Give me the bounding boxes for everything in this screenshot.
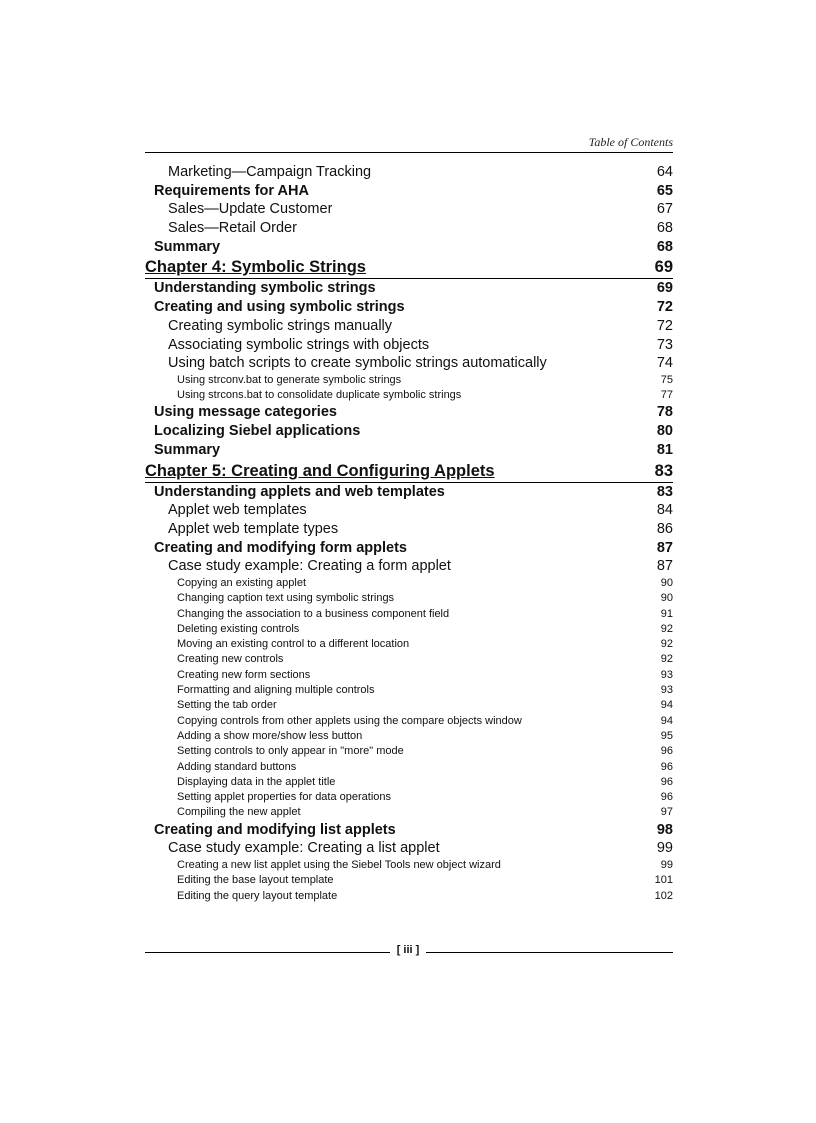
toc-entry-title: Adding standard buttons: [177, 760, 297, 773]
toc-entry-row: [145, 652, 673, 667]
toc-entry-row: [145, 576, 673, 591]
toc-entry-row: [145, 858, 673, 873]
toc-entry-page: 92: [660, 653, 673, 666]
toc-entry-page: 81: [656, 441, 673, 458]
toc-entry-row: [145, 317, 673, 336]
toc-entry-title: Adding a show more/show less button: [177, 729, 363, 742]
toc-entry-row: [145, 591, 673, 606]
toc-entry-page: 75: [660, 373, 673, 386]
toc-entry-title: Creating new form sections: [177, 668, 311, 681]
toc-entry-page: 74: [656, 355, 673, 372]
toc-entry-page: 69: [656, 280, 673, 297]
toc-entry-title: Sales—Update Customer: [168, 201, 333, 218]
toc-entry-page: 92: [660, 638, 673, 651]
toc-chapter-row: [145, 257, 673, 279]
toc-entry-title: Formatting and aligning multiple controls: [177, 684, 375, 697]
toc-entry-page: 73: [656, 336, 673, 353]
toc-entry-title: Chapter 4: Symbolic Strings: [145, 258, 366, 277]
page-footer: [145, 943, 673, 961]
toc-entry-page: 97: [660, 806, 673, 819]
toc-entry-title: Changing the association to a business component field: [177, 607, 450, 620]
toc-entry-page: 99: [656, 840, 673, 857]
toc-entry-row: [145, 637, 673, 652]
toc-entry-title: Compiling the new applet: [177, 806, 301, 819]
toc-entry-title: Localizing Siebel applications: [154, 423, 361, 440]
toc-entry-row: [145, 388, 673, 403]
toc-entry-title: Summary: [154, 238, 221, 255]
toc-entry-row: [145, 520, 673, 539]
toc-entry-title: Case study example: Creating a form applet: [168, 558, 451, 575]
toc-chapter-row: [145, 461, 673, 483]
toc-entry-row: [145, 422, 673, 441]
toc-entry-row: [145, 238, 673, 257]
toc-entry-title: Creating a new list applet using the Siebel Tools new object wizard: [177, 859, 501, 872]
toc-entry-title: Setting applet properties for data operations: [177, 791, 392, 804]
toc-entry-row: [145, 557, 673, 576]
toc-entry-page: 93: [660, 684, 673, 697]
toc-entry-page: 101: [654, 874, 673, 887]
toc-entry-row: [145, 403, 673, 422]
toc-entry-title: Deleting existing controls: [177, 622, 300, 635]
toc-entry-title: Using message categories: [154, 404, 337, 421]
toc-entry-row: [145, 775, 673, 790]
toc-entry-row: [145, 821, 673, 840]
toc-entry-row: [145, 279, 673, 298]
toc-entry-title: Sales—Retail Order: [168, 220, 297, 237]
toc-entry-row: [145, 163, 673, 182]
toc-entry-page: 95: [660, 729, 673, 742]
toc-entry-title: Marketing—Campaign Tracking: [168, 164, 372, 180]
toc-entry-row: [145, 354, 673, 373]
toc-entry-title: Creating new controls: [177, 653, 284, 666]
toc-entry-row: [145, 873, 673, 888]
toc-entry-page: 68: [656, 238, 673, 255]
toc-entry-row: [145, 298, 673, 317]
toc-entry-title: Applet web templates: [168, 502, 307, 519]
toc-entry-row: [145, 889, 673, 904]
toc-entry-title: Creating symbolic strings manually: [168, 317, 393, 334]
toc-entry-title: Creating and modifying form applets: [154, 539, 407, 556]
toc-entry-title: Creating and using symbolic strings: [154, 299, 405, 316]
toc-entry-row: [145, 336, 673, 355]
toc-entry-title: Summary: [154, 441, 221, 458]
toc-entry-title: Setting controls to only appear in "more" mode: [177, 745, 404, 758]
toc-entry-title: Moving an existing control to a different location: [177, 638, 410, 651]
footer-page-number: [ iii ]: [396, 944, 420, 956]
toc-entry-page: 94: [660, 714, 673, 727]
toc-entry-row: [145, 441, 673, 460]
toc-entry-title: Requirements for AHA: [154, 182, 309, 199]
toc-entry-page: 77: [660, 389, 673, 402]
toc-entry-page: 72: [656, 317, 673, 334]
toc-entry-page: 68: [656, 220, 673, 237]
toc-entry-page: 80: [656, 423, 673, 440]
toc-entry-title: Editing the base layout template: [177, 874, 334, 887]
toc-entry-page: 83: [654, 461, 673, 480]
toc-entry-row: [145, 698, 673, 713]
toc-entry-title: Associating symbolic strings with objects: [168, 336, 430, 353]
toc-entry-page: 96: [660, 775, 673, 788]
toc-entry-page: 64: [656, 164, 673, 180]
toc-entry-title: Case study example: Creating a list applet: [168, 840, 440, 857]
toc-entry-row: [145, 501, 673, 520]
toc-entry-row: [145, 790, 673, 805]
toc-entry-row: [145, 683, 673, 698]
toc-entry-page: 96: [660, 745, 673, 758]
toc-entry-title: Using batch scripts to create symbolic strings automatically: [168, 355, 547, 372]
toc-entry-title: Chapter 5: Creating and Configuring Applets: [145, 461, 495, 480]
toc-entry-title: Applet web template types: [168, 520, 339, 537]
toc-entry-page: 90: [660, 576, 673, 589]
toc-entry-row: [145, 729, 673, 744]
toc-entry-row: [145, 744, 673, 759]
toc-entry-page: 96: [660, 791, 673, 804]
toc-entry-page: 90: [660, 592, 673, 605]
running-header: [145, 134, 673, 153]
footer-rule-right: [426, 952, 673, 953]
toc-entry-page: 87: [656, 558, 673, 575]
toc-entry-title: Changing caption text using symbolic strings: [177, 592, 395, 605]
toc-entry-page: 69: [654, 258, 673, 277]
toc-entry-row: [145, 182, 673, 201]
toc-entry-page: 99: [660, 859, 673, 872]
toc-entry-row: [145, 714, 673, 729]
toc-entry-title: Using strconv.bat to generate symbolic strings: [177, 373, 402, 386]
toc-entry-row: [145, 839, 673, 858]
footer-rule-left: [145, 952, 390, 953]
toc-entry-page: 84: [656, 502, 673, 519]
toc-entry-title: Understanding symbolic strings: [154, 280, 376, 297]
toc-entry-row: [145, 483, 673, 502]
toc-entry-row: [145, 219, 673, 238]
toc-entry-page: 94: [660, 699, 673, 712]
toc-entry-page: 65: [656, 182, 673, 199]
toc-entry-title: Editing the query layout template: [177, 889, 338, 902]
toc-entry-row: [145, 760, 673, 775]
toc-entry-page: 78: [656, 404, 673, 421]
toc-entry-row: [145, 200, 673, 219]
toc-entry-row: [145, 668, 673, 683]
header-title: Table of Contents: [588, 135, 673, 149]
toc-entry-title: Setting the tab order: [177, 699, 277, 712]
table-of-contents: [145, 163, 673, 904]
toc-entry-title: Using strcons.bat to consolidate duplicate symbolic strings: [177, 389, 462, 402]
toc-entry-page: 102: [654, 889, 673, 902]
toc-entry-page: 83: [656, 483, 673, 500]
toc-entry-page: 92: [660, 622, 673, 635]
toc-entry-row: [145, 373, 673, 388]
toc-entry-page: 96: [660, 760, 673, 773]
toc-entry-page: 86: [656, 520, 673, 537]
toc-entry-row: [145, 805, 673, 820]
toc-entry-title: Creating and modifying list applets: [154, 821, 396, 838]
toc-entry-row: [145, 539, 673, 558]
toc-entry-page: 67: [656, 201, 673, 218]
toc-entry-title: Displaying data in the applet title: [177, 775, 336, 788]
toc-entry-title: Understanding applets and web templates: [154, 483, 445, 500]
toc-entry-page: 91: [660, 607, 673, 620]
toc-entry-page: 93: [660, 668, 673, 681]
toc-entry-row: [145, 622, 673, 637]
toc-entry-page: 98: [656, 821, 673, 838]
toc-entry-page: 72: [656, 299, 673, 316]
toc-entry-title: Copying controls from other applets using the compare objects window: [177, 714, 522, 727]
toc-entry-row: [145, 607, 673, 622]
toc-entry-page: 87: [656, 539, 673, 556]
toc-entry-title: Copying an existing applet: [177, 576, 307, 589]
